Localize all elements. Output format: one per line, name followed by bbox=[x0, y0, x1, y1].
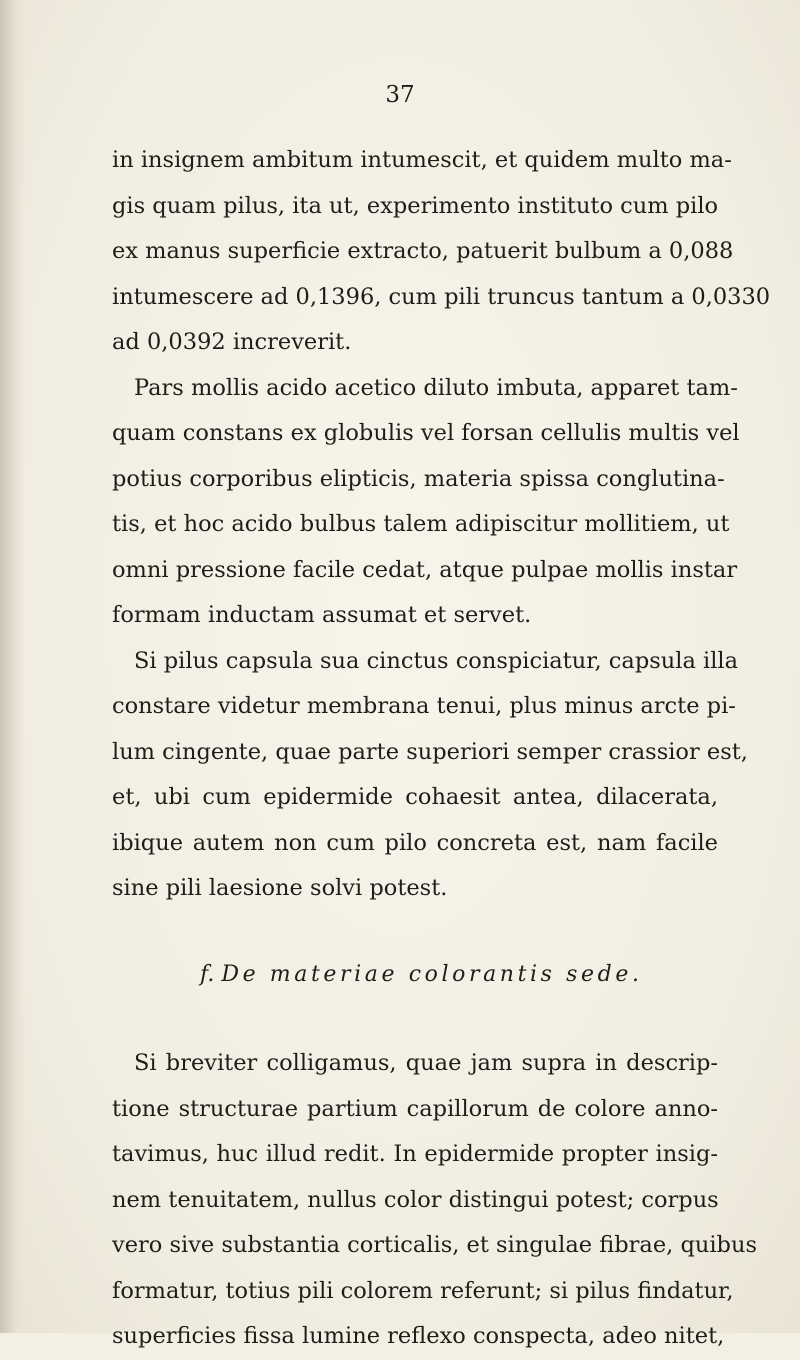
section-letter: f. bbox=[200, 961, 215, 987]
paragraph bbox=[112, 366, 740, 639]
text-line: potius corporibus elipticis, materia spissa conglutina- bbox=[112, 465, 725, 492]
text-line: et, ubi cum epidermide cohaesit antea, dilacerata, bbox=[112, 784, 718, 810]
page-number: 37 bbox=[385, 82, 415, 108]
text-line: vero sive substantia corticalis, et singulae fibrae, quibus bbox=[112, 1232, 757, 1258]
page-edge-shadow bbox=[0, 0, 26, 1333]
paragraph bbox=[112, 138, 771, 366]
text-line: quam constans ex globulis vel forsan cellulis multis vel bbox=[112, 420, 740, 446]
text-line: Si breviter colligamus, quae jam supra in descrip- bbox=[134, 1050, 718, 1076]
text-line: nem tenuitatem, nullus color distingui potest; corpus bbox=[112, 1186, 719, 1213]
text-line: constare videtur membrana tenui, plus minus arcte pi- bbox=[112, 693, 736, 719]
text-line: lum cingente, quae parte superiori semper crassior est, bbox=[112, 738, 748, 765]
paragraph bbox=[112, 1041, 757, 1360]
text-line: ex manus superficie extracto, patuerit bulbum a 0,088 bbox=[112, 238, 734, 264]
text-line: sine pili laesione solvi potest. bbox=[112, 875, 448, 901]
text-line: ad 0,0392 increverit. bbox=[112, 329, 352, 355]
text-line: intumescere ad 0,1396, cum pili truncus tantum a 0,0330 bbox=[112, 283, 771, 310]
text-line: gis quam pilus, ita ut, experimento instituto cum pilo bbox=[112, 192, 719, 219]
text-line: Pars mollis acido acetico diluto imbuta, apparet tam- bbox=[134, 374, 738, 401]
text-line: in insignem ambitum intumescit, et quidem multo ma- bbox=[112, 147, 732, 173]
text-line: omni pressione facile cedat, atque pulpae mollis instar bbox=[112, 556, 738, 583]
section-title: De materiae colorantis sede. bbox=[221, 961, 643, 987]
text-line: Si pilus capsula sua cinctus conspiciatur, capsula illa bbox=[134, 647, 739, 674]
section-heading bbox=[112, 952, 718, 998]
text-line: formam inductam assumat et servet. bbox=[112, 602, 532, 628]
paragraph bbox=[112, 639, 748, 912]
text-line: ibique autem non cum pilo concreta est, nam facile bbox=[112, 829, 718, 856]
text-line: tione structurae partium capillorum de colore anno- bbox=[112, 1095, 718, 1122]
text-line: tis, et hoc acido bulbus talem adipiscitur mollitiem, ut bbox=[112, 511, 730, 537]
text-line: formatur, totius pili colorem referunt; si pilus findatur, bbox=[112, 1277, 734, 1304]
text-line: superficies fissa lumine reflexo conspecta, adeo nitet, bbox=[112, 1323, 725, 1349]
text-line: tavimus, huc illud redit. In epidermide propter insig- bbox=[112, 1141, 718, 1167]
body-text bbox=[112, 138, 771, 1360]
